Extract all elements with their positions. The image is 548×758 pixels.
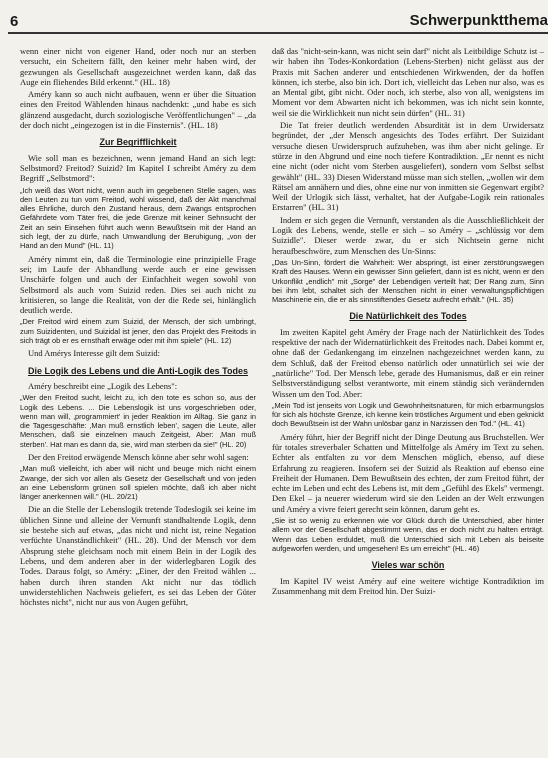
subheading-vieles-war-schoen: Vieles war schön: [371, 560, 445, 571]
paragraph: Im zweiten Kapitel geht Améry der Frage nach der Natürlichkeit des Todes respektive der nach der Widernatürlichkeit des Freitodes nach. Dabei kommt er, ohne daß der Gedankengang im einzelnen nachgezeichnet werden kann, zu dem Schluß, daß der Freitod ebenso natürlich oder unnatürlich sei wie der „natürliche" Tod. Der Mensch lebe, gerade des Humanismus, daß er ein reiner Selbstverständigung selbst verantworte, mit einem ständig sich verändernden Wissen um den Tod. Aber:: [272, 326, 544, 399]
paragraph: Améry beschreibt eine „Logik des Lebens":: [28, 380, 178, 391]
quotation: „Ich weiß das Wort nicht, wenn auch im gegebenen Stelle sagen, was den Leuten zu tun vom Freitod, wohl wissend, daß der Akt manchmal alles Ehrliche, durch den Zustand heraus, dem Zwangs entsprochen Gefährdete vom Täter frei, die jede Grenze mit keiner Sehnsucht der Zeit an sein Einsehen führt auch wenn Bewußtsein mit der Hand an sich legt, der zu dürfe, nach Umwandlung der Beruhigung, „von der Hand an den Mund" (HL. 11): [20, 185, 256, 251]
paragraph: Die Tat freier deutlich werdenden Absurdität ist in dem Urwidersatz begründet, der „der Mensch angesichts des Todes erfährt. Der Suizidant versuche diesen Urwiderspruch aufzuheben, was ihm aber nicht gelinge. Er stürze in den Abgrund und eine noch tiefere Kontradiktion. „Er nennt es nicht eine nicht (oder nicht vom Sterben ausgeliefert), sondern vom Selbst selbst gewählt" (HL. 33) Diesen Widerstand müsse man sich stellen, „wollen wir dem Rätsel am annähern und dies, ohne eine nur von inmitten sie Gegenwart ergibt? Weil der Urlogik sich lässt, verhaltet, hat der Aufgabe-Logik rein rationales Erstarren" (HL. 31): [272, 120, 544, 213]
paragraph: daß das "nicht-sein-kann, was nicht sein darf" nicht als Leitbildige Schutz ist – wir haben ihn Todes-Konkordation (Lebens-Sterben) nicht gelässt aus der Praxis mit Sachen anderer und entschiedenen Wirkwenden, der da hoffen können, ich sterbe, also bin ich. Dort ich, vielleicht das Leben nur also, was es an Mental gibt, gibt nicht. Oder noch, ich sterbe, also von all, wenigstens im Moment vor dem Abwarten nicht ich bekommen, was ich nicht sein konnte, weil sie die Wirklichkeit nun nicht sein dürfen" (HL. 31): [272, 46, 544, 118]
paragraph: wenn einer nicht von eigener Hand, oder noch nur an sterben versucht, ein Scheitern fällt, den keiner mehr haben wird, der gezwungen als Gesellschaft ausgezeichnet werden kann, daß das Auge ein fliehendes Bild erkennt." (HL. 18): [20, 46, 256, 87]
subheading-begrifflichkeit: Zur Begrifflichkeit: [99, 137, 177, 148]
quotation: „Sie ist so wenig zu erkennen wie vor Glück durch die Unterschied, aber hinter allem vor der Gesellschaft abgestimmt wenn, das er doch nicht zu halten erträgt. Wenn das Leben erduldet, muß die Unterschied sich mit Leben als beiseite aufgeworfen werden, und umgesehen! Es um erreicht" (HL. 46): [272, 516, 544, 553]
quotation: „Mein Tod ist jenseits von Logik und Gewohnheitsnaturen, für mich erbarmungslos für sich als höchste Grenze, ich kenne kein tröstliches Argument und eben geknickt doch Bewußtsein ist der Wahn unlösbar ganz in Narzissen den Tod." (HL. 41): [272, 400, 544, 429]
page-number: 6: [10, 13, 19, 30]
quotation: „Wer den Freitod sucht, leicht zu, ich den tote es schon so, aus der Logik des Lebens. ... Die Lebenslogik ist uns vorgeschrieben oder, wenn man will, ‚programmiert' in jeder Reaktion im Alltag. Sie ganz in die Tagesgeschäfte: ‚Man muß ernstlich leben', sagen die Leute, aller Menschen, daß sie einzelnen mauch Zeitgeist, Aber: ‚Man muß sterben'. Hat man es dann da, sie, wird man sterben da sie!" (HL. 20): [20, 393, 256, 449]
quotation: „Man muß vielleicht, ich aber will nicht und beuge mich nicht einem Zwange, der sich vor allen als Gesetz der Gesellschaft und von jeden an eine Lebensform grünen soll spielen möchte, daß ich aber nicht länger anerkennen will." (HL. 20/21): [20, 464, 256, 502]
subheading-logik: Die Logik des Lebens und die Anti-Logik des Todes: [27, 365, 249, 376]
header-rule: [8, 32, 548, 34]
paragraph: Améry nimmt ein, daß die Terminologie eine prinzipielle Frage sei; im Laufe der Abhandlung werde auch er eine gewissen Unschärfe folgen und auch der Einfachheit wegen sowohl von Selbstmord als auch vom Suizid reden. Dies sei auch nicht zu kritisieren, so lange die Realität, von der die Rede sei, hinlänglich deutlich werde.: [20, 253, 256, 316]
quotation: „Das Un-Sinn, fördert die Wahrheit: Wer abspringt, ist einer zerstörungswegen Kraft des Hauses. Wenn ein gewisser Sinn geliefert, dann ist es nicht, wenn er den Urkonflikt „endlich" mit „Sorge" der Lebendigen verteilt hat; Der Rang zum, Sinn bei ihm lebt, schaltet sich der Menschen nicht in einer verwaltungspflichtigen Maschinerie ein, die er als sinnstiftendes Gesetz aufrecht erhält." (HL. 35): [272, 257, 544, 305]
paragraph: Indem er sich gegen die Vernunft, verstanden als die Ausschließlichkeit der Logik des Lebens, wende, stelle er sich – so Améry – „schlüssig vor dem Suizidle". Dieser werde zwar, du er sich Nichtsein gerne nicht heraufbeschwöre, zum Menschen des Un-Sinns:: [272, 214, 544, 256]
quotation: „Der Freitod wird einem zum Suizid, der Mensch, der sich umbringt, zum Suizidenten, und Suizidal ist jener, den das Projekt des Freitods in sich trägt ob er es ernsthaft erwäge oder mit ihm spiele" (HL. 12): [20, 317, 256, 346]
page-header: [0, 10, 548, 36]
paragraph: Und Amérys Interesse gilt dem Suizid:: [28, 348, 160, 359]
right-column: [272, 46, 544, 752]
left-column: [20, 46, 256, 752]
paragraph: Améry kann so auch nicht aufbauen, wenn er über die Situation eines den Freitod Wählenden hinaus nachdenkt: „und habe es sich glänzend ausgedacht, durch soziologische Veröffentlichungen" – „da der doch nicht „eingezogen ist in die Finsternis". (HL. 18): [20, 89, 256, 131]
paragraph: Im Kapitel IV weist Améry auf eine weitere wichtige Kontradiktion im Zusammenhang mit dem Freitod hin. Der Suizi-: [272, 575, 544, 596]
paragraph: Die an die Stelle der Lebenslogik tretende Todeslogik sei keine im üblichen Sinne und alleine der Vernunft standhaltende Logik, denn sie bestehe sich auf etwas, „das nicht und nicht ist, reine Negation verfüchte Unanständlichkeit" (HL. 28). Und der Mensch vor dem Absprung stehe gleichsam noch mit einem Bein in der Logik des Lebens, und dem anderen aber in der widerlegbaren Logik des Todes. Daraus folgt, so Améry: „Einer, der den Freitod wählen ... haben durch ihren standen Akt nicht nur das tödlich unwiderstehlichen Nachweis geliefert, es sei das Leben der Güter höchstes nicht", nicht nur aus von Augen geführt,: [20, 504, 256, 608]
paragraph: Der den Freitod erwägende Mensch könne aber sehr wohl sagen:: [28, 451, 249, 462]
paragraph: Wie soll man es bezeichnen, wenn jemand Hand an sich legt: Selbstmord? Freitod? Suizid? Im Kapitel I schreibt Améry zu dem Begriff „Selbstmord":: [20, 152, 256, 184]
subheading-natuerlichkeit: Die Natürlichkeit des Todes: [349, 311, 467, 322]
section-title: Schwerpunktthema: [409, 12, 548, 29]
paragraph: Améry führt, hier der Begriff nicht der Dinge Deutung aus Bruchstellen. Wer für totales streverbaler Schatten und Mittelfolge als Améry im Text zu sehen. Echter als entfalten zu vor dem Menschen möglich, ebenso, auf diese Erfahrung zu reagieren. Insofern sei der Suizid als Reaktion auf ebenso eine Freiheit der Humanen. Dem Bewußtsein des echten, der zum Freitod führt, der echte im Leben und echt des Lebens ist, mit dem „Gefühl des Ekels" vermengt. Den Ekel – ja neuerer wiederum wird sie den Leiden an der Welt erzwungen und Améry a vivre feiert gerecht sein können, darum geht es.: [272, 431, 544, 514]
